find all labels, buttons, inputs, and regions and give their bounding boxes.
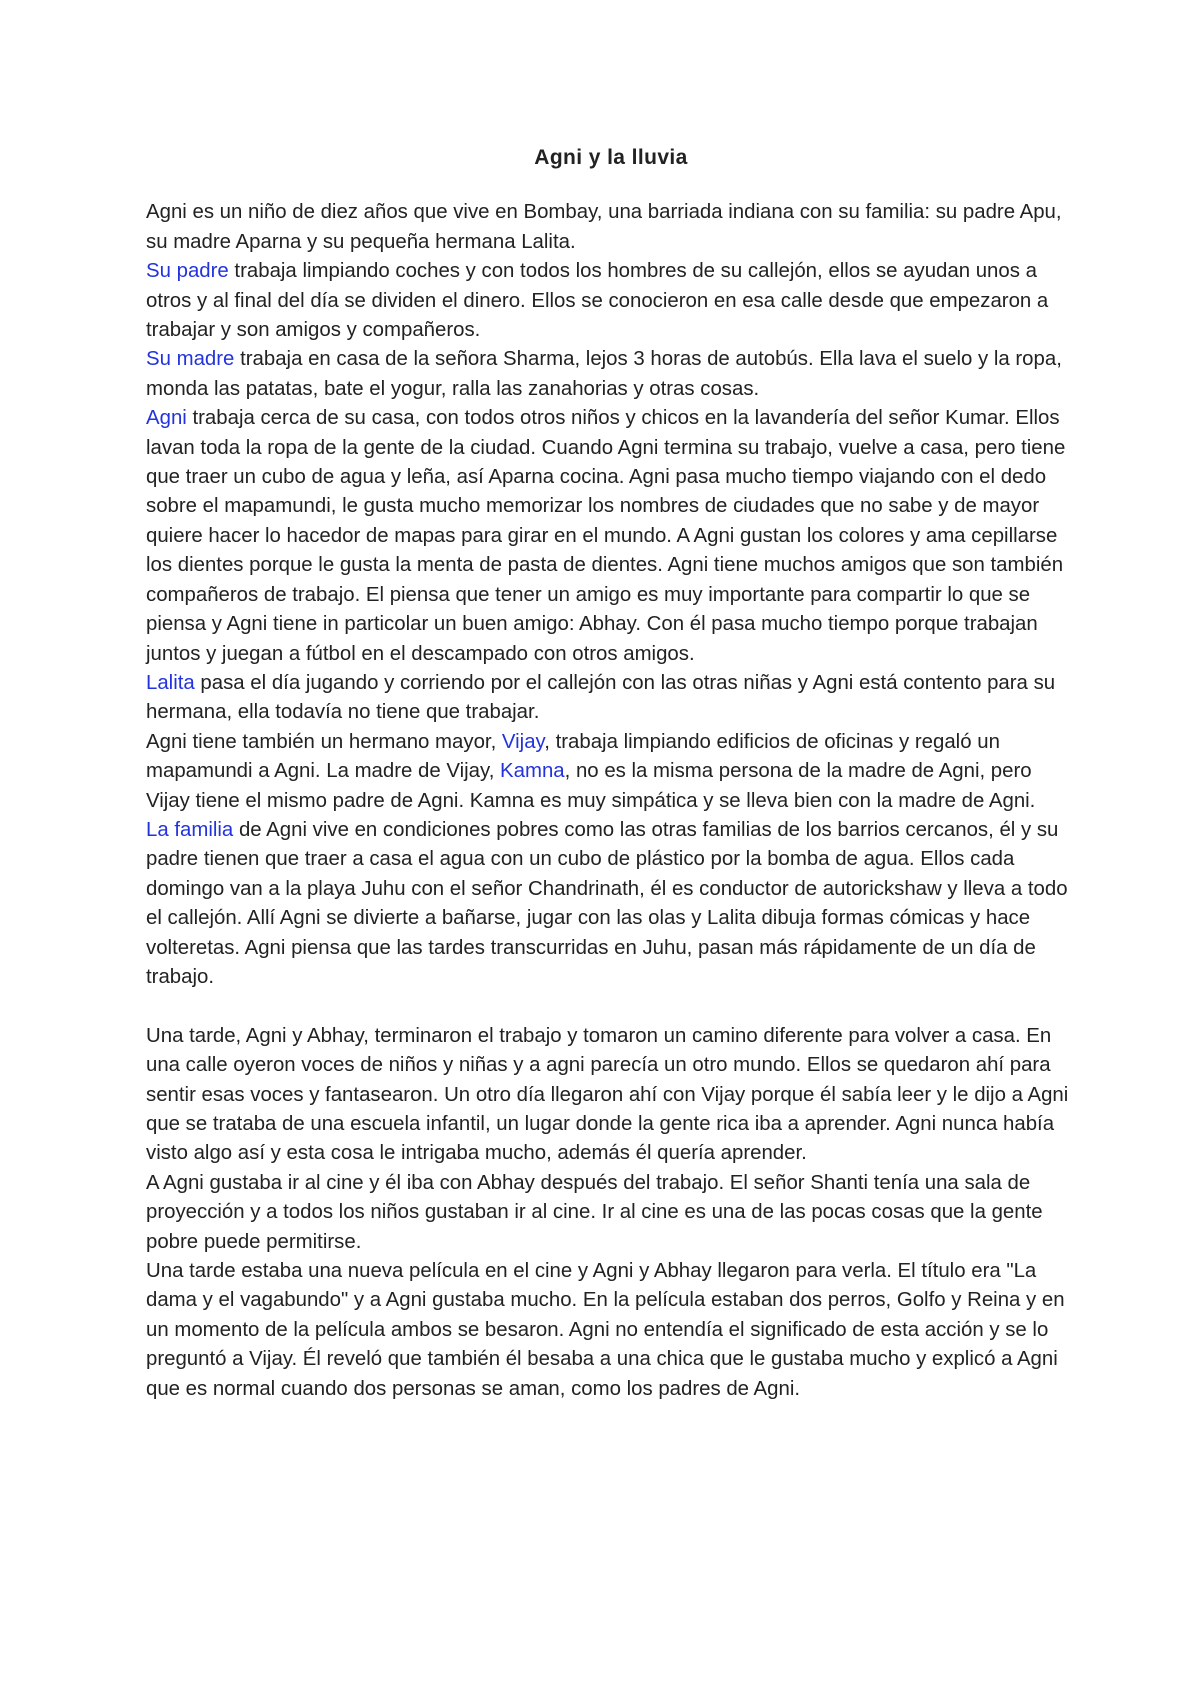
paragraph-agni-text: trabaja cerca de su casa, con todos otros niños y chicos en la lavandería del señor Kumar. Ellos lavan toda la ropa de la gente de la ciudad. Cuando Agni termina su trabajo, vuelve a casa, pero tiene que traer un cubo de agua y leña, así Aparna cocina. Agni pasa mucho tiempo viajando con el dedo sobre el mapamundi, le gusta mucho memorizar los nombres de ciudades que no sabe y de mayor quiere hacer lo hacedor de mapas para girar en el mundo. A Agni gustan los colores y ama cepillarse los dientes porque le gusta la menta de pasta de dientes. Agni tiene muchos amigos que son también compañeros de trabajo. El piensa que tener un amigo es muy importante para compartir lo que se piensa y Agni tiene in particolar un buen amigo: Abhay. Con él pasa mucho tiempo porque trabajan juntos y juegan a fútbol en el descampado con otros amigos.	[146, 407, 1066, 665]
paragraph-vijay-text-3: , no es la misma persona de la madre de Agni, pero Vijay tiene el mismo padre de Agni. Kamna es muy simpática y se lleva bien con la madre de Agni.	[146, 760, 1036, 812]
paragraph-father-text: trabaja limpiando coches y con todos los hombres de su callejón, ellos se ayudan unos a otros y al final del día se dividen el dinero. Ellos se conocieron en esa calle desde que empezaron a trabajar y son amigos y compañeros.	[146, 260, 1049, 342]
highlight-lalita: Lalita	[146, 671, 195, 694]
paragraph-vijay	[146, 728, 1076, 816]
paragraph-family-text: de Agni vive en condiciones pobres como las otras familias de los barrios cercanos, él y su padre tienen que traer a casa el agua con un cubo de plástico por la bomba de agua. Ellos cada domingo van a la playa Juhu con el señor Chandrinath, él es conductor de autorickshaw y lleva a todo el callejón. Allí Agni se divierte a bañarse, jugar con las olas y Lalita dibuja formas cómicas y hace volteretas. Agni piensa que las tardes transcurridas en Juhu, pasan más rápidamente de un día de trabajo.	[146, 818, 1068, 988]
blank-line	[146, 992, 1076, 1021]
paragraph-movie: Una tarde estaba una nueva película en el cine y Agni y Abhay llegaron para verla. El título era "La dama y el vagabundo" y a Agni gustaba mucho. En la película estaban dos perros, Golfo y Reina y en un momento de la película ambos se besaron. Agni no entendía el significado de esta acción y se lo preguntó a Vijay. Él reveló que también él besaba a una chica que le gustaba mucho y explicó a Agni que es normal cuando dos personas se aman, como los padres de Agni.	[146, 1260, 1065, 1400]
paragraph-cinema: A Agni gustaba ir al cine y él iba con Abhay después del trabajo. El señor Shanti tenía una sala de proyección y a todos los niños gustaban ir al cine. Ir al cine es una de las pocas cosas que la gente pobre puede permitirse.	[146, 1171, 1043, 1253]
highlight-agni: Agni	[146, 407, 187, 430]
highlight-la-familia: La familia	[146, 818, 234, 841]
paragraph-father	[146, 257, 1076, 345]
paragraph-mother	[146, 345, 1076, 404]
paragraph-lalita	[146, 669, 1076, 728]
document-title: Agni y la lluvia	[534, 146, 688, 169]
highlight-kamna: Kamna	[500, 760, 565, 783]
paragraph-lalita-text: pasa el día jugando y corriendo por el callejón con las otras niñas y Agni está contento para su hermana, ella todavía no tiene que trabajar.	[146, 671, 1056, 724]
paragraph-mother-text: trabaja en casa de la señora Sharma, lejos 3 horas de autobús. Ella lava el suelo y la ropa, monda las patatas, bate el yogur, ralla las zanahorias y otras cosas.	[146, 348, 1062, 400]
paragraph-agni	[146, 404, 1076, 669]
highlight-su-madre: Su madre	[146, 348, 235, 371]
paragraph-family	[146, 816, 1076, 992]
highlight-su-padre: Su padre	[146, 260, 229, 283]
paragraph-vijay-text-2: , trabaja limpiando edificios de oficinas y regaló un mapamundi a Agni. La madre de Vijay,	[146, 730, 1000, 783]
document-page	[146, 143, 1076, 1404]
highlight-vijay: Vijay	[501, 730, 545, 753]
paragraph-vijay-text-1: Agni tiene también un hermano mayor,	[146, 730, 502, 753]
paragraph-intro: Agni es un niño de diez años que vive en Bombay, una barriada indiana con su familia: su padre Apu, su madre Aparna y su pequeña hermana Lalita.	[146, 201, 1062, 253]
paragraph-school: Una tarde, Agni y Abhay, terminaron el trabajo y tomaron un camino diferente para volver a casa. En una calle oyeron voces de niños y niñas y a agni parecía un otro mundo. Ellos se quedaron ahí para sentir esas voces y fantasearon. Un otro día llegaron ahí con Vijay porque él sabía leer y le dijo a Agni que se trataba de una escuela infantil, un lugar donde la gente rica iba a aprender. Agni nunca había visto algo así y esta cosa le intrigaba mucho, además él quería aprender.	[146, 1024, 1069, 1165]
